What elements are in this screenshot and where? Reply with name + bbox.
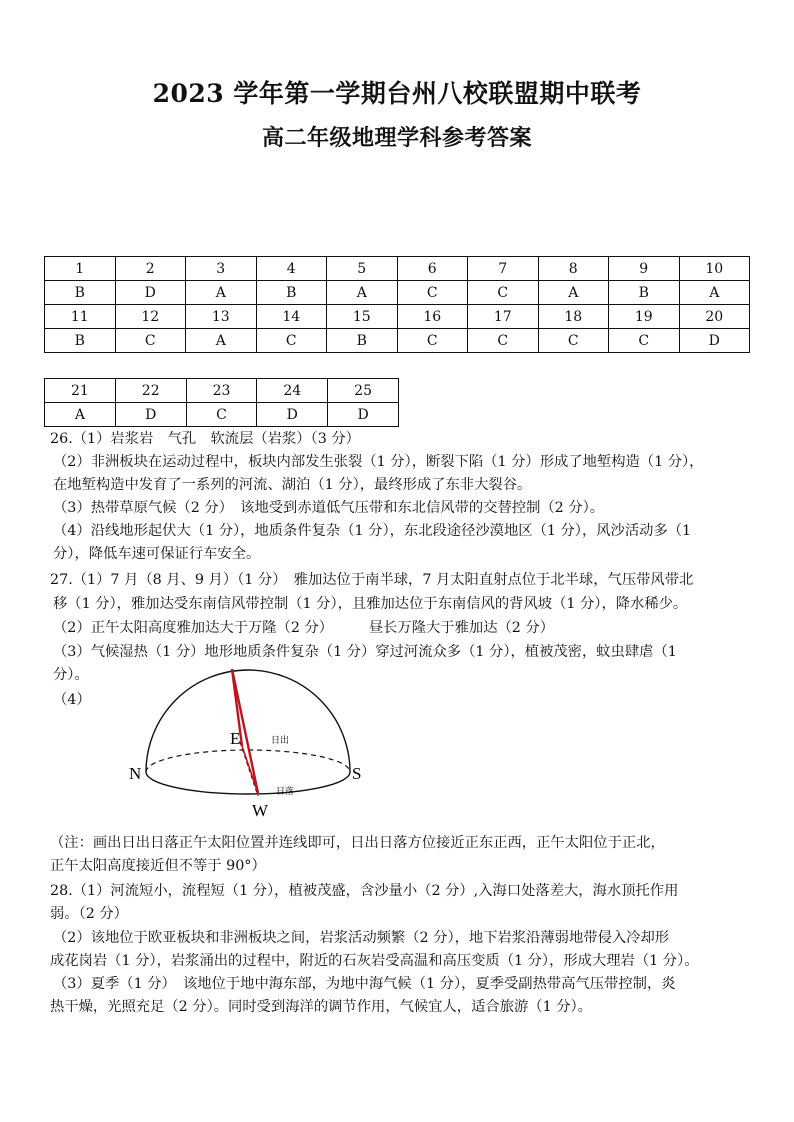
question-number-cell: 21 — [45, 379, 116, 403]
question-number-cell: 19 — [609, 305, 680, 329]
table-row — [45, 403, 399, 427]
question-number-cell: 15 — [327, 305, 398, 329]
question-number-cell: 25 — [328, 379, 399, 403]
label-west: W — [252, 801, 269, 820]
q27-part2: （2）正午太阳高度雅加达大于万隆（2 分） 昼长万隆大于雅加达（2 分） — [53, 620, 555, 636]
question-number-cell: 8 — [538, 257, 609, 281]
answer-cell: A — [327, 281, 398, 305]
label-east: E — [230, 729, 241, 748]
horizon-front — [146, 772, 350, 794]
answer-cell: B — [45, 281, 116, 305]
answer-cell: B — [327, 329, 398, 353]
question-number-cell: 23 — [186, 379, 257, 403]
question-number-cell: 14 — [256, 305, 327, 329]
answer-cell: B — [256, 281, 327, 305]
q28-part2-line1: （2）该地位于欧亚板块和非洲板块之间，岩浆活动频繁（2 分），地下岩浆沿薄弱地带侵入冷却形 — [53, 930, 670, 946]
question-number-cell: 6 — [397, 257, 468, 281]
question-number-cell: 16 — [397, 305, 468, 329]
question-number-cell: 10 — [679, 257, 750, 281]
answer-cell: C — [397, 281, 468, 305]
horizon-back — [146, 750, 350, 772]
question-number-cell: 5 — [327, 257, 398, 281]
answer-cell: A — [186, 329, 257, 353]
question-number-cell: 13 — [186, 305, 257, 329]
q26-part3: （3）热带草原气候（2 分） 该地受到赤道低气压带和东北信风带的交替控制（2 分）。 — [53, 500, 605, 516]
answer-cell: C — [468, 281, 539, 305]
table-row — [45, 305, 750, 329]
label-north: N — [129, 764, 142, 783]
q27-part4-label: （4） — [53, 692, 91, 708]
table-row — [45, 281, 750, 305]
question-number-cell: 3 — [186, 257, 257, 281]
q28-part2-line2: 成花岗岩（1 分），岩浆涌出的过程中，附近的石灰岩受高温和高压变质（1 分），形成大理岩（1 分）。 — [50, 953, 699, 969]
answer-table-2 — [44, 378, 399, 427]
q26-part4-line1: （4）沿线地形起伏大（1 分），地质条件复杂（1 分），东北段途径沙漠地区（1 分），风沙活动多（1 — [53, 523, 692, 539]
q27-part3-line2: 分）。 — [53, 667, 89, 683]
q28-part1-line2: 弱。（2 分） — [50, 906, 128, 922]
q28-part1-line1: 28.（1）河流短小，流程短（1 分），植被茂盛，含沙量小（2 分）,入海口处落差大，海水顶托作用 — [50, 883, 679, 899]
q26-part4-line2: 分），降低车速可保证行车安全。 — [53, 546, 261, 562]
answer-cell: C — [115, 329, 186, 353]
q26-part1: 26.（1）岩浆岩 气孔 软流层（岩浆）（3 分） — [50, 431, 360, 447]
page-subtitle: 高二年级地理学科参考答案 — [261, 125, 532, 151]
label-south: S — [352, 764, 362, 783]
answer-cell: D — [679, 329, 750, 353]
answer-cell: C — [609, 329, 680, 353]
q27-note-line1: （注：画出日出日落正午太阳位置并连线即可，日出日落方位接近正东正西，正午太阳位于正北， — [50, 835, 665, 851]
q27-part1-line2: 移（1 分），雅加达受东南信风带控制（1 分），且雅加达位于东南信风的背风坡（1 分），降水稀少。 — [53, 596, 688, 612]
answer-cell: A — [45, 403, 116, 427]
answer-cell: C — [468, 329, 539, 353]
q26-part2-line1: （2）非洲板块在运动过程中，板块内部发生张裂（1 分），断裂下陷（1 分）形成了地堑构造（1 分）， — [53, 454, 704, 470]
answer-cell: C — [397, 329, 468, 353]
table-row — [45, 379, 399, 403]
answer-cell: D — [115, 281, 186, 305]
answer-cell: A — [538, 281, 609, 305]
question-number-cell: 22 — [115, 379, 186, 403]
question-number-cell: 20 — [679, 305, 750, 329]
answer-cell: A — [679, 281, 750, 305]
question-number-cell: 9 — [609, 257, 680, 281]
answer-cell: D — [328, 403, 399, 427]
answer-cell: C — [538, 329, 609, 353]
question-number-cell: 4 — [256, 257, 327, 281]
q28-part3-line1: （3）夏季（1 分） 该地位于地中海东部，为地中海气候（1 分），夏季受副热带高气压带控制，炎 — [53, 976, 676, 992]
q26-part2-line2: 在地堑构造中发育了一系列的河流、湖泊（1 分），最终形成了东非大裂谷。 — [53, 477, 532, 493]
question-number-cell: 12 — [115, 305, 186, 329]
question-number-cell: 24 — [257, 379, 328, 403]
answer-cell: C — [256, 329, 327, 353]
question-number-cell: 18 — [538, 305, 609, 329]
q27-part3-line1: （3）气候湿热（1 分）地形地质条件复杂（1 分）穿过河流众多（1 分），植被茂密，蚊虫肆虐（1 — [53, 644, 677, 660]
question-number-cell: 2 — [115, 257, 186, 281]
page-title: 2023 学年第一学期台州八校联盟期中联考 — [152, 79, 642, 108]
q27-part1-line1: 27.（1）7 月（8 月、9 月）（1 分） 雅加达位于南半球，7 月太阳直射点位于北半球，气压带风带北 — [50, 572, 694, 588]
question-number-cell: 17 — [468, 305, 539, 329]
table-row — [45, 257, 750, 281]
q28-part3-line2: 热干燥，光照充足（2 分）。同时受到海洋的调节作用，气候宜人，适合旅游（1 分）。 — [50, 999, 592, 1015]
answer-cell: D — [115, 403, 186, 427]
hemisphere-outline — [146, 670, 350, 772]
label-sunset: 日落 — [276, 787, 295, 797]
q27-note-line2: 正午太阳高度接近但不等于 90°） — [50, 858, 266, 874]
answer-cell: D — [257, 403, 328, 427]
answer-table-1 — [44, 256, 750, 353]
sun-path-diagram — [128, 660, 368, 822]
answer-cell: A — [186, 281, 257, 305]
question-number-cell: 7 — [468, 257, 539, 281]
answer-cell: C — [186, 403, 257, 427]
question-number-cell: 11 — [45, 305, 116, 329]
label-sunrise: 日出 — [271, 736, 290, 746]
answer-cell: B — [45, 329, 116, 353]
answer-cell: B — [609, 281, 680, 305]
table-row — [45, 329, 750, 353]
question-number-cell: 1 — [45, 257, 116, 281]
